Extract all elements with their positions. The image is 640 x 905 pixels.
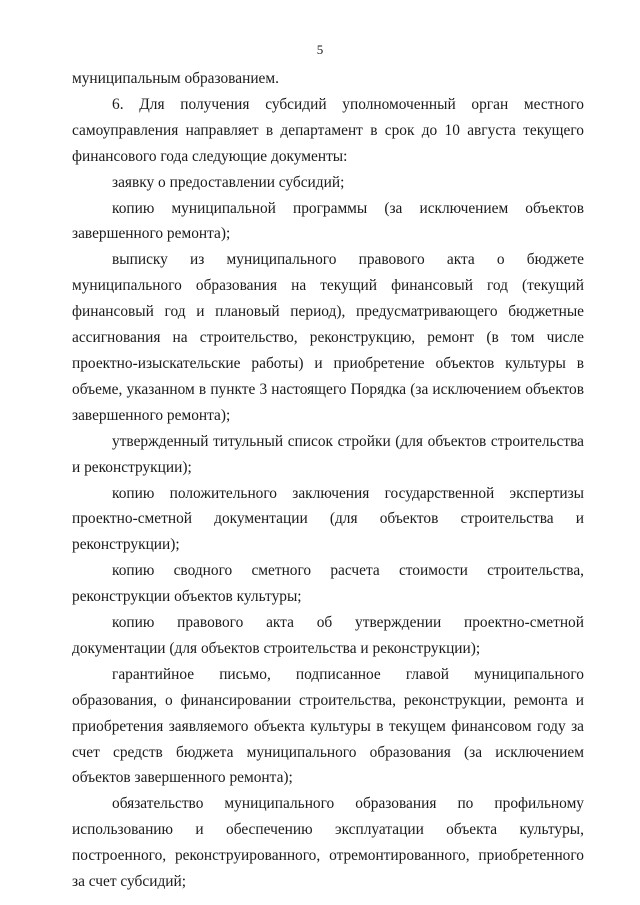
paragraph-expertise-copy: копию положительного заключения государственной экспертизы проектно-сметной документации (для объектов строительства и реконструкции); bbox=[72, 484, 584, 554]
page-number: 5 bbox=[316, 42, 324, 57]
paragraph-item-6-intro: 6. Для получения субсидий уполномоченный орган местного самоуправления направляет в департамент в срок до 10 августа текущего финансового года следующие документы: bbox=[72, 95, 584, 165]
paragraph-continuation: муниципальным образованием. bbox=[72, 70, 279, 87]
paragraph-budget-extract: выписку из муниципального правового акта о бюджете муниципального образования на текущий финансовый год (текущий финансовый год и плановый период), предусматривающего бюджетные ассигнования на строительство, реконструкцию, ремонт (в том числе проектно-изыскательские работы) и приобретение объектов культуры в объеме, указанном в пункте 3 настоящего Порядка (за исключением объектов завершенного ремонта); bbox=[72, 251, 584, 424]
paragraph-obligation: обязательство муниципального образования по профильному использованию и обеспечению эксплуатации объекта культуры, построенного, реконструированного, отремонтированного, приобретенного за счет субсидий; bbox=[72, 795, 584, 891]
paragraph-estimate-copy: копию сводного сметного расчета стоимости строительства, реконструкции объектов культуры; bbox=[72, 562, 584, 606]
document-body bbox=[72, 66, 584, 895]
paragraph-guarantee-letter: гарантийное письмо, подписанное главой муниципального образования, о финансировании строительства, реконструкции, ремонта и приобретения заявляемого объекта культуры в текущем финансовом году за счет средств бюджета муниципального образования (за исключением объектов завершенного ремонта); bbox=[72, 665, 584, 787]
paragraph-application: заявку о предоставлении субсидий; bbox=[112, 173, 345, 191]
paragraph-program-copy: копию муниципальной программы (за исключением объектов завершенного ремонта); bbox=[72, 199, 584, 243]
paragraph-title-list: утвержденный титульный список стройки (для объектов строительства и реконструкции); bbox=[72, 432, 584, 476]
paragraph-act-copy: копию правового акта об утверждении проектно-сметной документации (для объектов строительства и реконструкции); bbox=[72, 614, 584, 657]
